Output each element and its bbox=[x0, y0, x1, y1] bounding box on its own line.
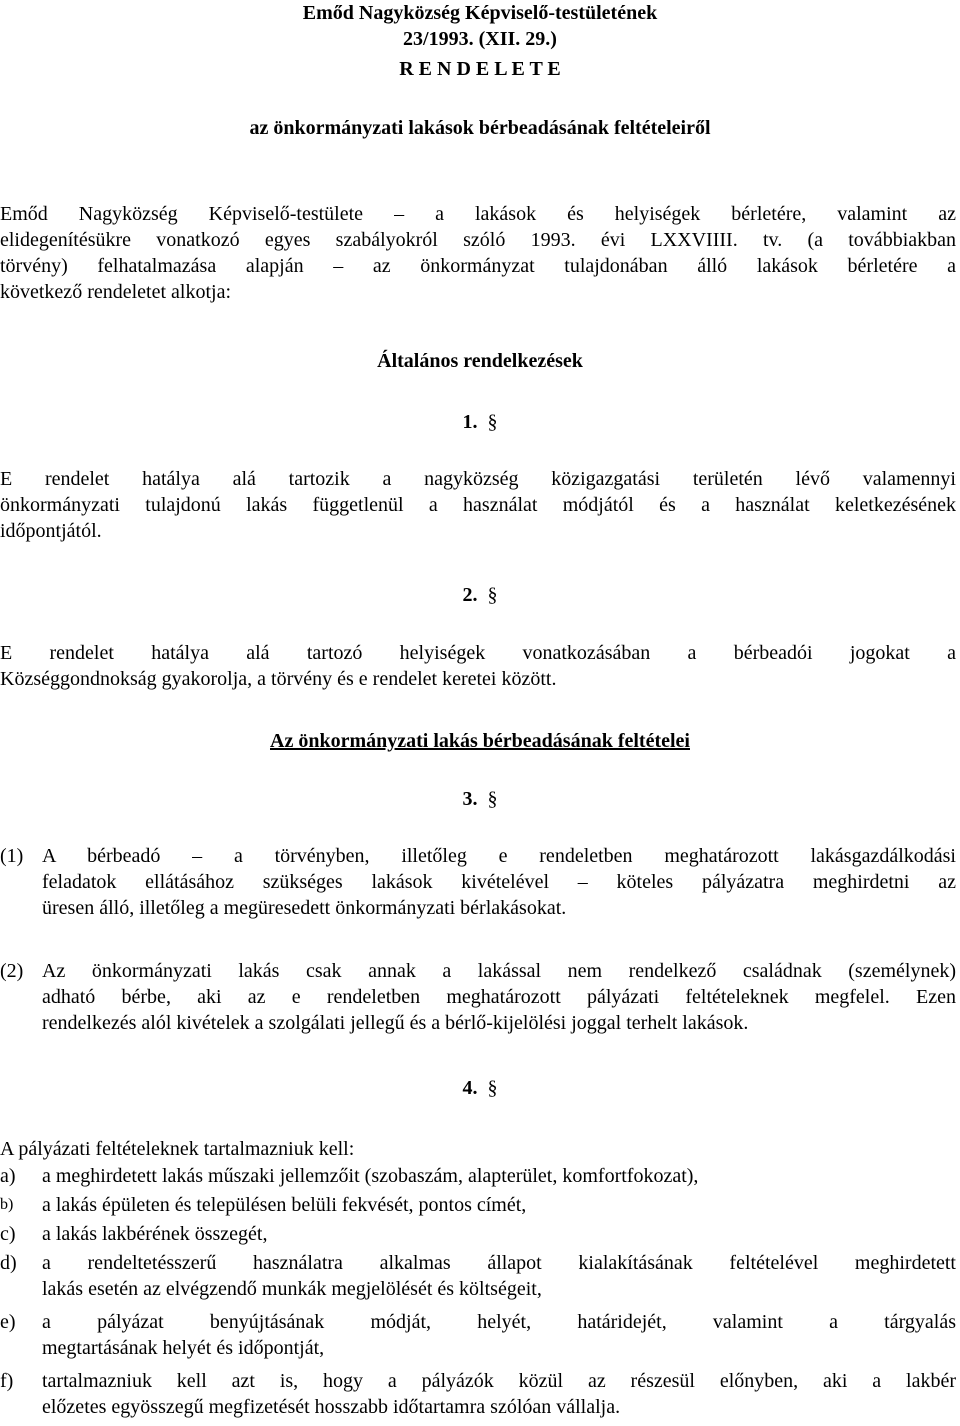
item-line: feladatok ellátásához szükséges lakások kivételével – köteles pályázatra meghirdetni az bbox=[42, 871, 956, 893]
paragraph-line: E rendelet hatálya alá tartozik a nagyközség közigazgatási területén lévő valamennyi bbox=[0, 468, 956, 490]
paragraph-2-text bbox=[0, 640, 956, 692]
issuer-title: Emőd Nagyközség Képviselő-testületének bbox=[302, 2, 658, 24]
preamble-line: elidegenítésükre vonatkozó egyes szabályokról szóló 1993. évi LXXVIIII. tv. (a továbbiakban bbox=[0, 229, 956, 251]
item-body bbox=[42, 958, 956, 1036]
item-line: A bérbeadó – a törvényben, illetőleg e rendeletben meghatározott lakásgazdálkodási bbox=[42, 845, 956, 867]
paragraph-4-item-e bbox=[0, 1309, 956, 1361]
section-sign: § bbox=[487, 1077, 498, 1099]
item-line: tartalmazniuk kell azt is, hogy a pályázók közül az részesül előnyben, aki a lakbér bbox=[42, 1370, 956, 1392]
paragraph-number-3 bbox=[0, 786, 960, 812]
item-label: c) bbox=[0, 1223, 16, 1245]
item-line: a rendeltetésszerű használatra alkalmas állapot kialakításának feltételével meghirdetett bbox=[42, 1252, 956, 1274]
paragraph-line: E rendelet hatálya alá tartozó helyiségek vonatkozásában a bérbeadói jogokat a bbox=[0, 642, 956, 664]
paragraph-number: 2. bbox=[462, 584, 478, 606]
item-body bbox=[42, 843, 956, 921]
item-line: rendelkezés alól kivételek a szolgálati jellegű és a bérlő-kijelölési joggal terhelt lakások. bbox=[42, 1012, 749, 1034]
item-label: a) bbox=[0, 1165, 16, 1187]
paragraph-4-item-c bbox=[0, 1221, 956, 1247]
item-line: a meghirdetett lakás műszaki jellemzőit (szobaszám, alapterület, komfortfokozat), bbox=[42, 1165, 699, 1187]
item-line: üresen álló, illetőleg a megüresedett önkormányzati bérlakásokat. bbox=[42, 897, 567, 919]
item-line: lakás esetén az elvégzendő munkák megjelölését és költségeit, bbox=[42, 1278, 542, 1300]
section-heading-conditions: Az önkormányzati lakás bérbeadásának feltételei bbox=[270, 730, 690, 752]
paragraph-number: 3. bbox=[462, 788, 478, 810]
paragraph-number: 4. bbox=[462, 1077, 478, 1099]
paragraph-line: időpontjától. bbox=[0, 520, 102, 542]
item-body bbox=[42, 1250, 956, 1302]
paragraph-line: Községgondnokság gyakorolja, a törvény és e rendelet keretei között. bbox=[0, 668, 557, 690]
item-line: a pályázat benyújtásának módját, helyét, határidejét, valamint a tárgyalás bbox=[42, 1311, 956, 1333]
item-body bbox=[42, 1309, 956, 1361]
paragraph-3-item-2 bbox=[0, 958, 956, 1036]
paragraph-number: 1. bbox=[462, 411, 478, 433]
section-sign: § bbox=[487, 411, 498, 433]
item-label: e) bbox=[0, 1311, 16, 1333]
preamble-line: következő rendeletet alkotja: bbox=[0, 281, 232, 303]
item-label: b) bbox=[0, 1196, 14, 1213]
paragraph-number-1 bbox=[0, 409, 960, 435]
item-body bbox=[42, 1192, 956, 1218]
decree-label: R E N D E L E T E bbox=[399, 58, 561, 80]
paragraph-4-item-d bbox=[0, 1250, 956, 1302]
decree-number: 23/1993. (XII. 29.) bbox=[403, 28, 557, 50]
item-line: a lakás épületen és településen belüli fekvését, pontos címét, bbox=[42, 1194, 527, 1216]
paragraph-1-text bbox=[0, 466, 956, 544]
paragraph-4-item-f bbox=[0, 1368, 956, 1420]
preamble bbox=[0, 201, 956, 305]
item-line: Az önkormányzati lakás csak annak a lakással nem rendelkező családnak (személynek) bbox=[42, 960, 956, 982]
item-label: f) bbox=[0, 1370, 14, 1392]
paragraph-3-item-1 bbox=[0, 843, 956, 921]
section-heading-general: Általános rendelkezések bbox=[377, 350, 583, 372]
section-sign: § bbox=[487, 584, 498, 606]
item-line: megtartásának helyét és időpontját, bbox=[42, 1337, 325, 1359]
item-body bbox=[42, 1163, 956, 1189]
paragraph-4-intro: A pályázati feltételeknek tartalmazniuk kell: bbox=[0, 1138, 355, 1160]
item-line: a lakás lakbérének összegét, bbox=[42, 1223, 268, 1245]
item-line: előzetes egyösszegű megfizetését hosszabb időtartamra szólóan vállalja. bbox=[42, 1396, 621, 1418]
item-label: (2) bbox=[0, 960, 24, 982]
item-line: adható bérbe, aki az e rendeletben meghatározott pályázati feltételeknek megfelel. Ezen bbox=[42, 986, 956, 1008]
paragraph-number-4 bbox=[0, 1075, 960, 1101]
paragraph-line: önkormányzati tulajdonú lakás függetlenül a használat módjától és a használat keletkezésének bbox=[0, 494, 956, 516]
item-label: d) bbox=[0, 1252, 17, 1274]
paragraph-number-2 bbox=[0, 582, 960, 608]
paragraph-4-item-a bbox=[0, 1163, 956, 1189]
section-sign: § bbox=[487, 788, 498, 810]
decree-subject: az önkormányzati lakások bérbeadásának feltételeiről bbox=[249, 117, 711, 139]
item-body bbox=[42, 1221, 956, 1247]
item-body bbox=[42, 1368, 956, 1420]
preamble-line: törvény) felhatalmazása alapján – az önkormányzat tulajdonában álló lakások bérletére a bbox=[0, 255, 956, 277]
preamble-line: Emőd Nagyközség Képviselő-testülete – a lakások és helyiségek bérletére, valamint az bbox=[0, 203, 956, 225]
item-label: (1) bbox=[0, 845, 24, 867]
paragraph-4-item-b bbox=[0, 1192, 956, 1218]
